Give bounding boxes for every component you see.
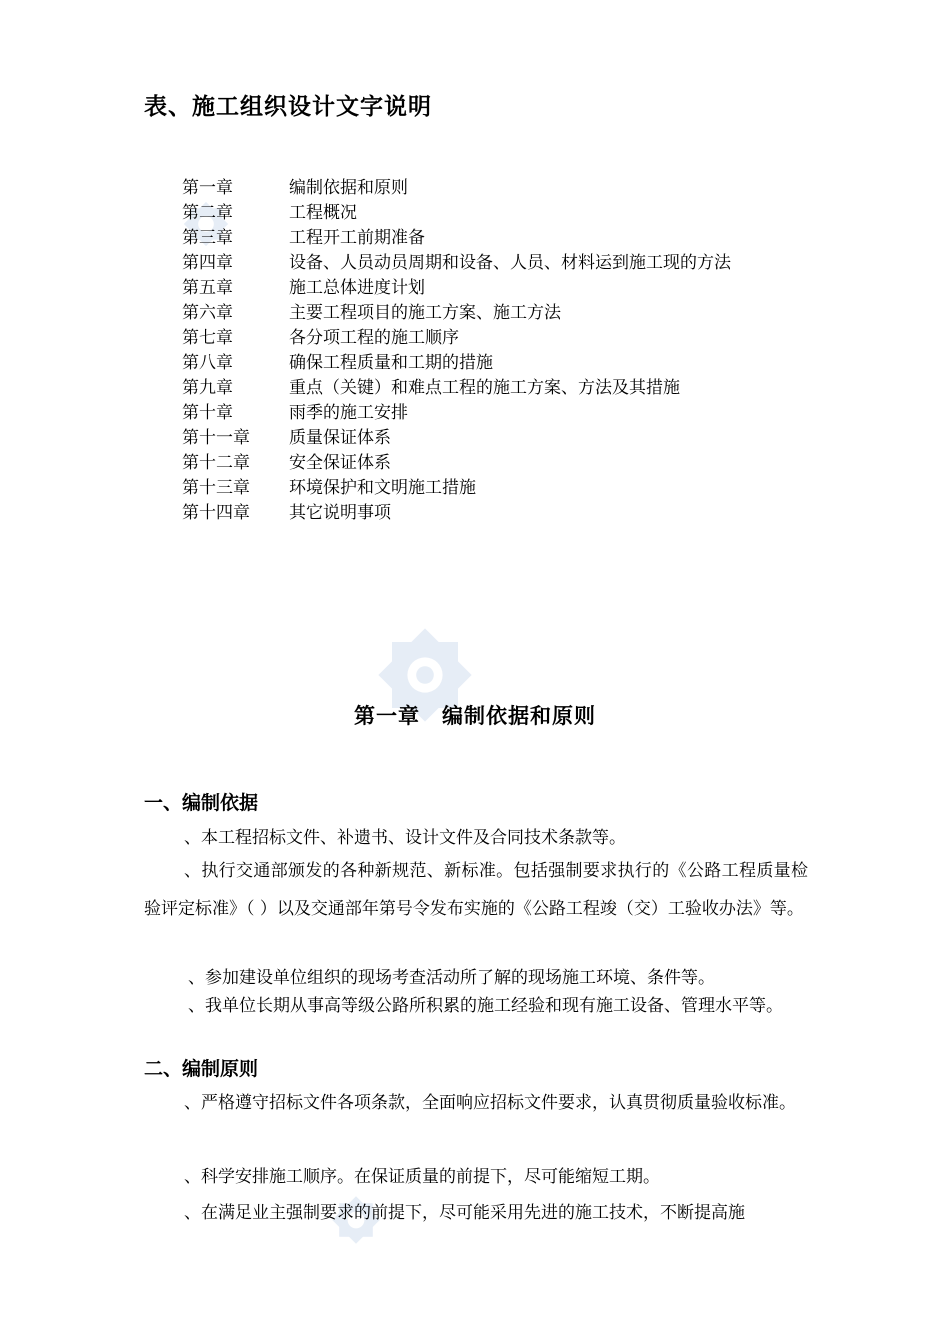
toc-chapter-number: 第十四章 <box>182 503 250 523</box>
table-of-contents <box>182 176 731 526</box>
toc-chapter-number: 第九章 <box>182 378 233 398</box>
toc-chapter-title: 重点（关键）和难点工程的施工方案、方法及其措施 <box>289 378 680 398</box>
toc-row <box>182 201 731 226</box>
toc-row <box>182 226 731 251</box>
toc-chapter-title: 各分项工程的施工顺序 <box>289 328 459 348</box>
chapter-heading: 第一章 编制依据和原则 <box>354 704 596 728</box>
toc-chapter-number: 第三章 <box>182 228 233 248</box>
toc-row <box>182 376 731 401</box>
toc-chapter-number: 第十一章 <box>182 428 250 448</box>
toc-chapter-title: 质量保证体系 <box>289 428 391 448</box>
toc-chapter-title: 编制依据和原则 <box>289 178 408 198</box>
document-title: 表、施工组织设计文字说明 <box>144 94 432 120</box>
toc-chapter-title: 施工总体进度计划 <box>289 278 425 298</box>
toc-chapter-title: 工程概况 <box>289 203 357 223</box>
toc-chapter-title: 工程开工前期准备 <box>289 228 425 248</box>
toc-chapter-number: 第十三章 <box>182 478 250 498</box>
toc-chapter-title: 主要工程项目的施工方案、施工方法 <box>289 303 561 323</box>
toc-row <box>182 401 731 426</box>
toc-row <box>182 251 731 276</box>
toc-chapter-number: 第六章 <box>182 303 233 323</box>
toc-chapter-title: 安全保证体系 <box>289 453 391 473</box>
toc-chapter-title: 确保工程质量和工期的措施 <box>289 353 493 373</box>
toc-chapter-title: 设备、人员动员周期和设备、人员、材料运到施工现的方法 <box>289 253 731 273</box>
toc-row <box>182 276 731 301</box>
toc-chapter-title: 雨季的施工安排 <box>289 403 408 423</box>
toc-chapter-number: 第十章 <box>182 403 233 423</box>
paragraph: 、执行交通部颁发的各种新规范、新标准。包括强制要求执行的《公路工程质量检验评定标准》（ ）以及交通部年第号令发布实施的《公路工程竣（交）工验收办法》等。 <box>144 861 808 919</box>
toc-row <box>182 326 731 351</box>
toc-row <box>182 301 731 326</box>
toc-chapter-number: 第五章 <box>182 278 233 298</box>
toc-row <box>182 501 731 526</box>
toc-row <box>182 351 731 376</box>
section-heading: 二、编制原则 <box>144 1058 259 1080</box>
toc-row <box>182 451 731 476</box>
paragraph: 、参加建设单位组织的现场考查活动所了解的现场施工环境、条件等。 <box>188 968 715 988</box>
toc-chapter-number: 第二章 <box>182 203 233 223</box>
toc-chapter-number: 第四章 <box>182 253 233 273</box>
toc-chapter-title: 环境保护和文明施工措施 <box>289 478 476 498</box>
paragraph: 、在满足业主强制要求的前提下，尽可能采用先进的施工技术，不断提高施 <box>184 1203 745 1223</box>
section-heading: 一、编制依据 <box>144 792 259 814</box>
paragraph: 、我单位长期从事高等级公路所积累的施工经验和现有施工设备、管理水平等。 <box>188 996 783 1016</box>
toc-chapter-number: 第十二章 <box>182 453 250 473</box>
toc-row <box>182 176 731 201</box>
toc-row <box>182 426 731 451</box>
toc-chapter-number: 第八章 <box>182 353 233 373</box>
toc-chapter-number: 第七章 <box>182 328 233 348</box>
paragraph: 、本工程招标文件、补遗书、设计文件及合同技术条款等。 <box>184 828 626 848</box>
paragraph: 、科学安排施工顺序。在保证质量的前提下，尽可能缩短工期。 <box>184 1167 660 1187</box>
toc-chapter-title: 其它说明事项 <box>289 503 391 523</box>
toc-chapter-number: 第一章 <box>182 178 233 198</box>
paragraph: 、严格遵守招标文件各项条款，全面响应招标文件要求，认真贯彻质量验收标准。 <box>184 1093 796 1113</box>
toc-row <box>182 476 731 501</box>
